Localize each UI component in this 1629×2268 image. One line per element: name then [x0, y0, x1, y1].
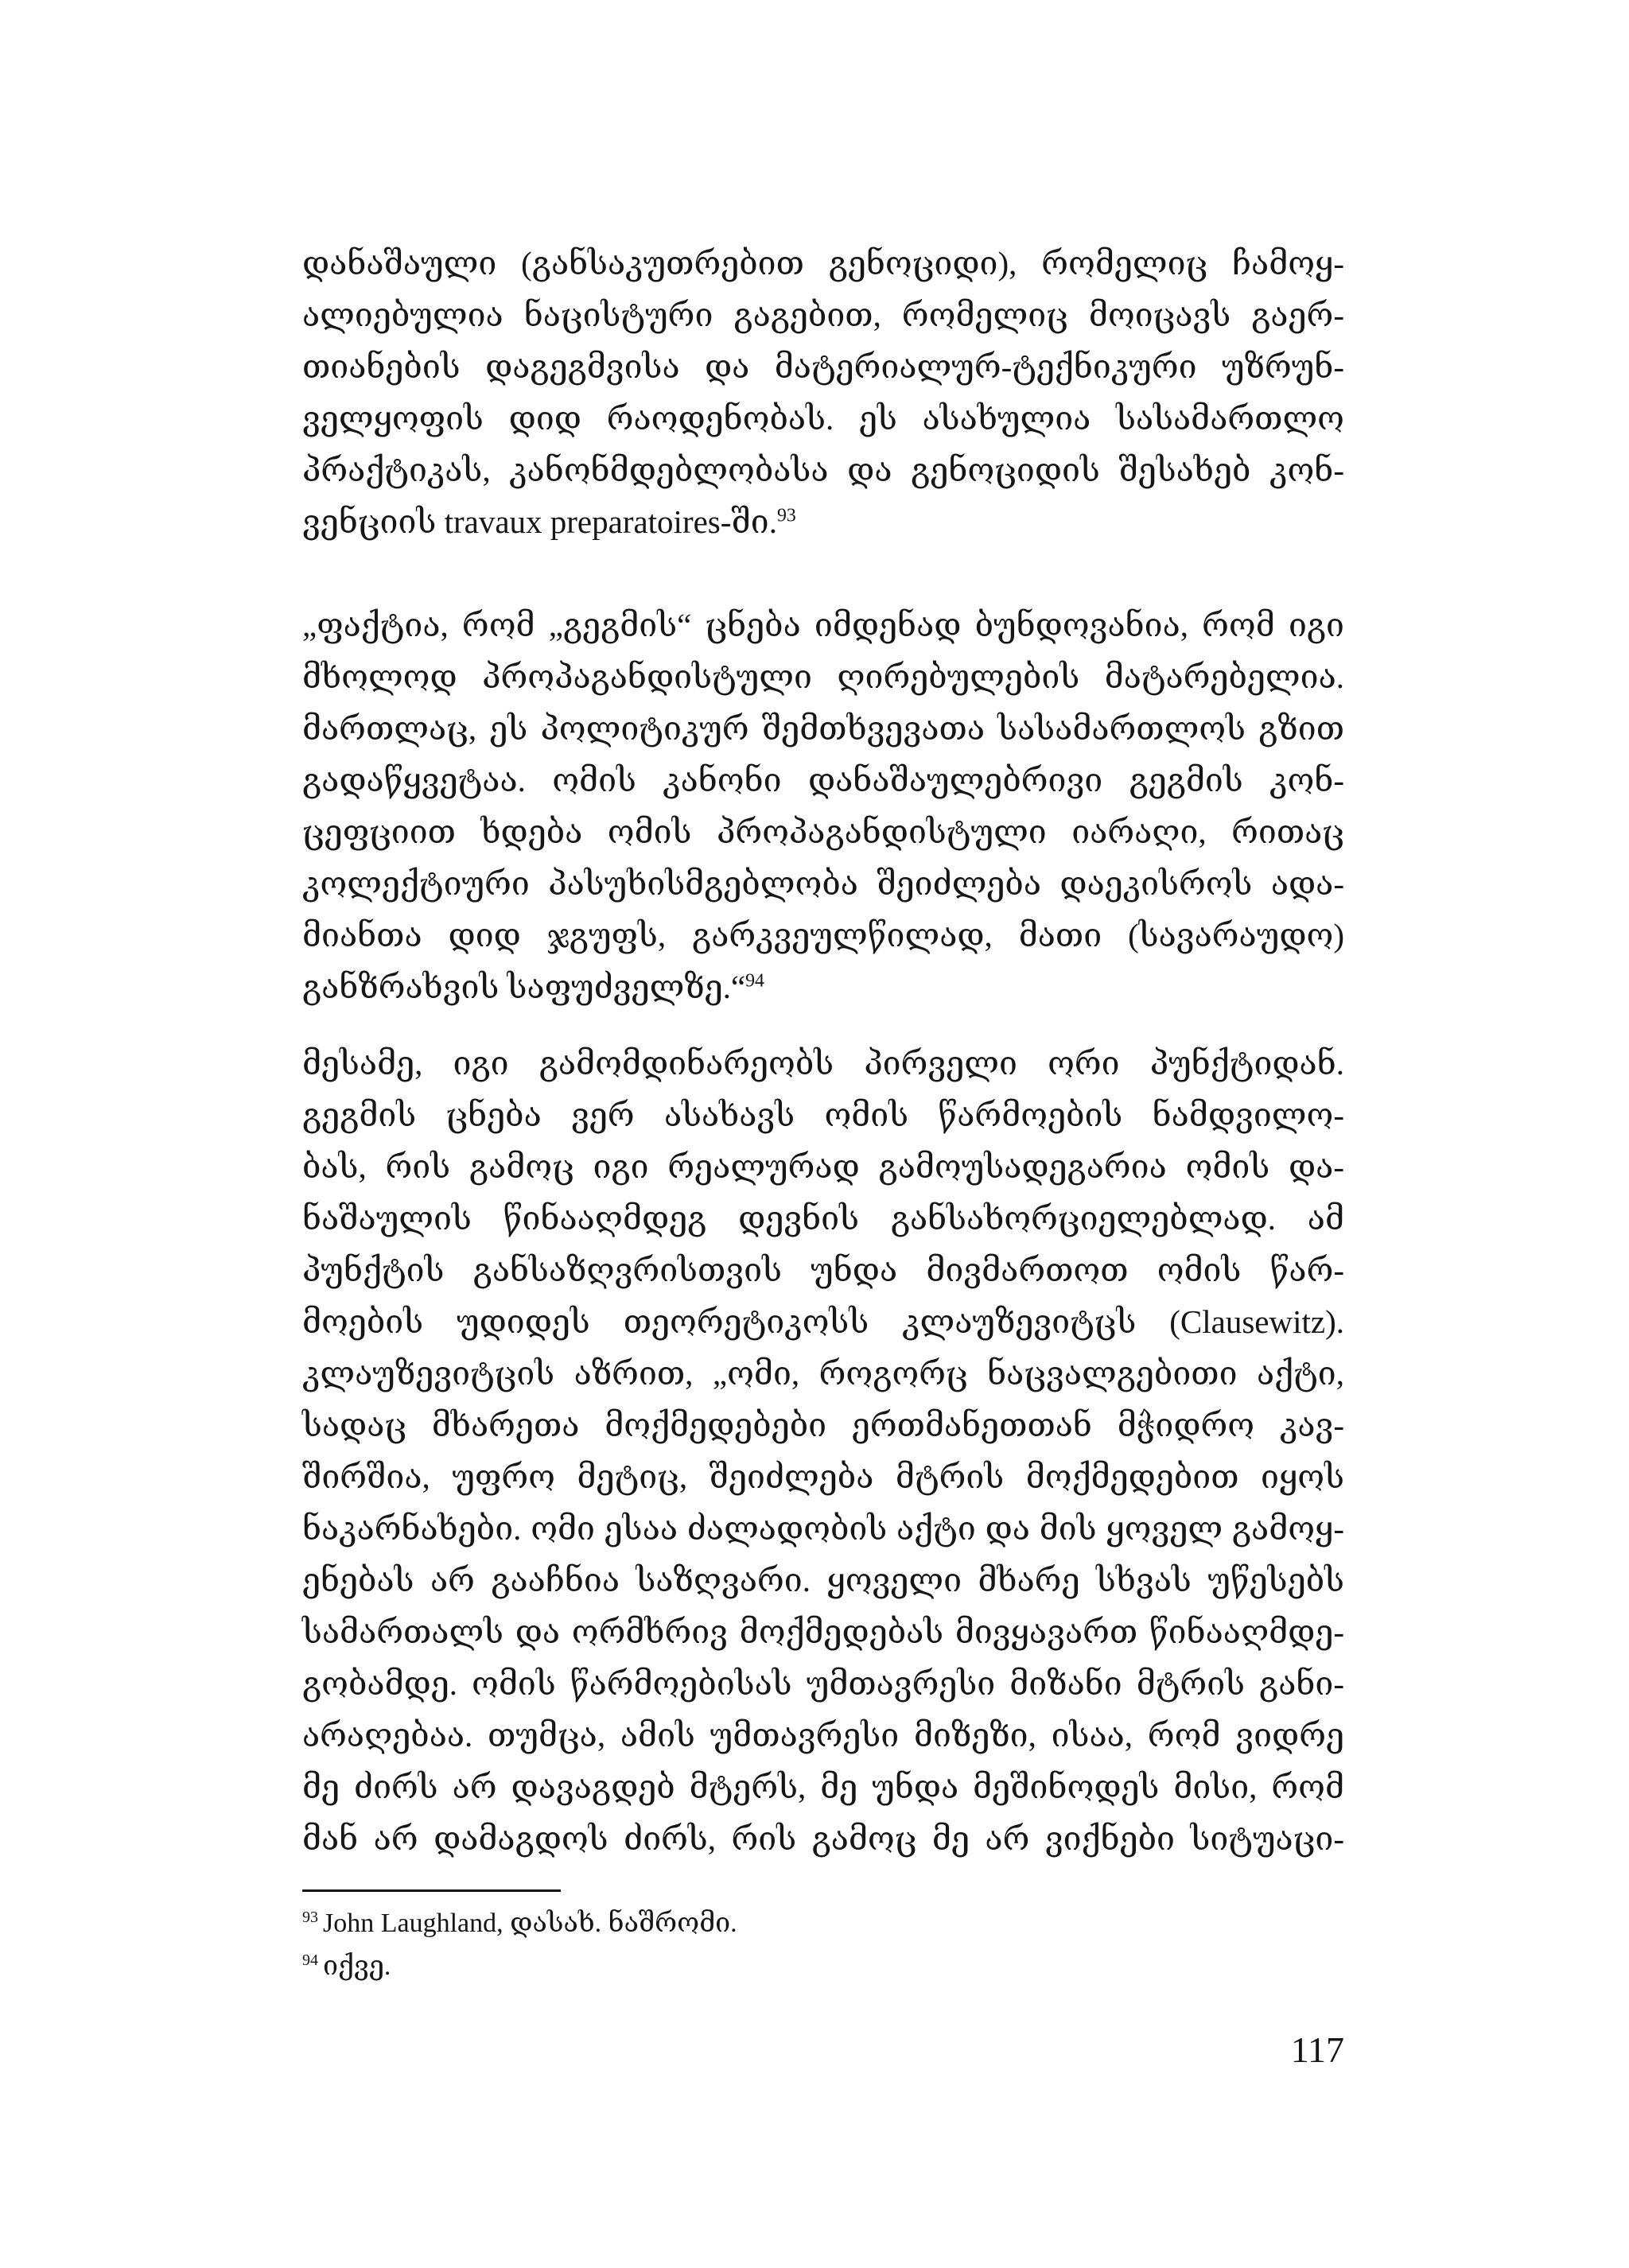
paragraph-3	[302, 1038, 1344, 1865]
text-line: სამართალს და ორმხრივ მოქმედებას მივყავართ წინააღმდე-	[302, 1614, 1344, 1650]
text-line: დანაშაული (განსაკუთრებით გენოციდი), რომელიც ჩამოყ-	[302, 245, 1344, 282]
footnote-ref: 93	[776, 505, 796, 526]
text-line: თიანების დაგეგმვისა და მატერიალურ-ტექნიკური უზრუნ-	[302, 348, 1344, 385]
text-line: ნაშაულის წინააღმდეგ დევნის განსახორციელებლად. ამ	[302, 1200, 1344, 1237]
text-line: კოლექტიური პასუხისმგებლობა შეიძლება დაეკისროს ადა-	[302, 865, 1344, 902]
text-line: ცეფციით ხდება ომის პროპაგანდისტული იარაღი, რითაც	[302, 814, 1344, 850]
text-line: „ფაქტია, რომ „გეგმის“ ცნება იმდენად ბუნდოვანია, რომ იგი	[302, 607, 1344, 643]
text-line: პრაქტიკას, კანონმდებლობასა და გენოციდის შესახებ კონ-	[302, 452, 1344, 488]
footnote	[302, 1945, 1344, 1988]
text-line: შირშია, უფრო მეტიც, შეიძლება მტრის მოქმედებით იყოს	[302, 1458, 1344, 1495]
text-line: მხოლოდ პროპაგანდისტული ღირებულების მატარებელია.	[302, 658, 1344, 695]
paragraph-1	[302, 238, 1344, 548]
footnote-text: იქვე.	[323, 1951, 391, 1981]
text-line: მართლაც, ეს პოლიტიკურ შემთხვევათა სასამართლოს გზით	[302, 710, 1344, 747]
text-line: ნაკარნახები. ომი ესაა ძალადობის აქტი და მის ყოველ გამოყ-	[302, 1510, 1344, 1547]
footnotes	[302, 1902, 1344, 1988]
page-number: 117	[1290, 2029, 1344, 2070]
text-line: ბას, რის გამოც იგი რეალურად გამოუსადეგარია ომის და-	[302, 1148, 1344, 1185]
text-line: კლაუზევიტცის აზრით, „ომი, როგორც ნაცვალგებითი აქტი,	[302, 1355, 1344, 1392]
text-line	[302, 961, 1344, 1013]
text-line: სადაც მხარეთა მოქმედებები ერთმანეთთან მჭიდრო კავ-	[302, 1407, 1344, 1443]
text-line: ალიებულია ნაცისტური გაგებით, რომელიც მოიცავს გაერ-	[302, 297, 1344, 333]
text-line: პუნქტის განსაზღვრისთვის უნდა მივმართოთ ომის წარ-	[302, 1252, 1344, 1288]
footnote-ref: 94	[745, 970, 764, 992]
footnote-text: John Laughland, დასახ. ნაშრომი.	[323, 1909, 737, 1938]
text-line: ენებას არ გააჩნია საზღვარი. ყოველი მხარე სხვას უწესებს	[302, 1562, 1344, 1598]
text-line: მესამე, იგი გამომდინარეობს პირველი ორი პუნქტიდან.	[302, 1045, 1344, 1082]
text-line: ველყოფის დიდ რაოდენობას. ეს ასახულია სასამართლო	[302, 400, 1344, 437]
footnote-number: 94	[302, 1951, 318, 1969]
text-line: არაღებაა. თუმცა, ამის უმთავრესი მიზეზი, ისაა, რომ ვიდრე	[302, 1717, 1344, 1753]
footnote-number: 93	[302, 1909, 318, 1926]
paragraph-2	[302, 600, 1344, 1013]
text-line: გადაწყვეტაა. ომის კანონი დანაშაულებრივი გეგმის კონ-	[302, 762, 1344, 798]
text-line: მან არ დამაგდოს ძირს, რის გამოც მე არ ვიქნები სიტუაცი-	[302, 1820, 1344, 1857]
text-line-content: განზრახვის საფუძველზე.“	[302, 969, 746, 1005]
text-line-content: ვენციის travaux preparatoires-ში.	[302, 503, 777, 540]
text-line: გობამდე. ომის წარმოებისას უმთავრესი მიზანი მტრის განი-	[302, 1665, 1344, 1702]
text-line	[302, 496, 1344, 548]
text-line: გეგმის ცნება ვერ ასახავს ომის წარმოების ნამდვილო-	[302, 1097, 1344, 1133]
text-line: მე ძირს არ დავაგდებ მტერს, მე უნდა მეშინოდეს მისი, რომ	[302, 1769, 1344, 1805]
footnote-separator	[302, 1889, 561, 1892]
text-line: მოების უდიდეს თეორეტიკოსს კლაუზევიტცს (Clausewitz).	[302, 1303, 1344, 1340]
footnote	[302, 1902, 1344, 1945]
text-line: მიანთა დიდ ჯგუფს, გარკვეულწილად, მათი (სავარაუდო)	[302, 917, 1344, 953]
